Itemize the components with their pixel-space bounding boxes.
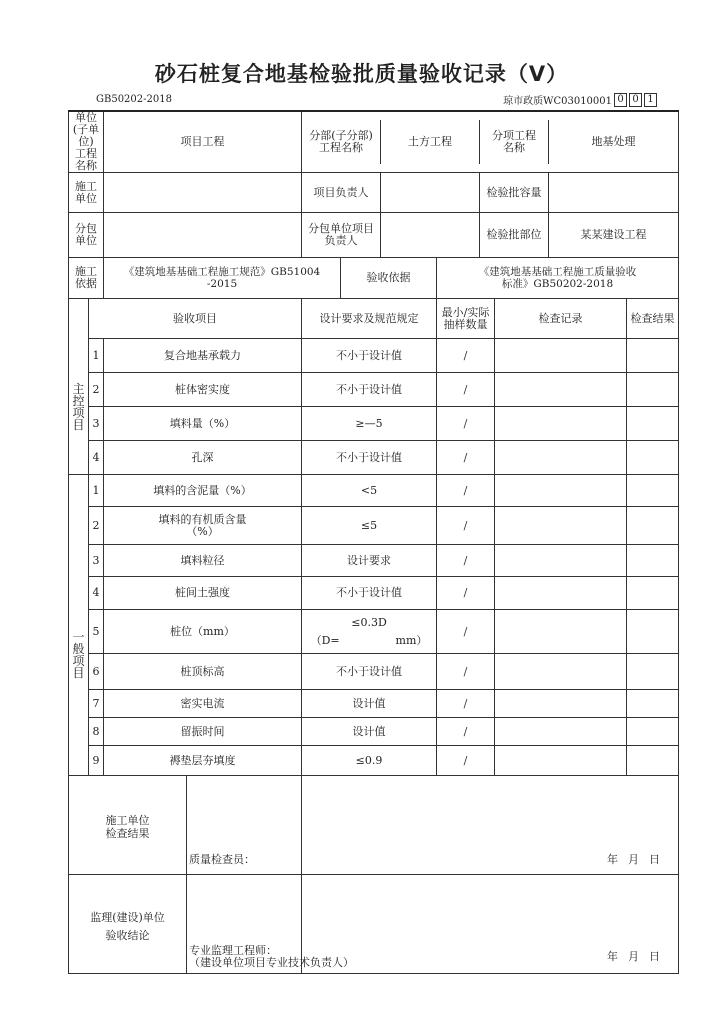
item-sample[interactable]: /	[437, 545, 495, 577]
supervisor-sign-area[interactable]	[302, 875, 679, 974]
acceptance-label: 验收依据	[366, 271, 411, 284]
item-name: 填料量（%）	[104, 407, 302, 441]
subitem-label: 分项工程 名称	[480, 120, 549, 164]
supervisor-conclusion-area[interactable]	[187, 875, 354, 973]
item-record[interactable]	[495, 507, 627, 545]
item-record[interactable]	[495, 654, 627, 690]
form-code-box: 0	[614, 93, 627, 107]
item-no: 7	[89, 690, 104, 718]
supervisor-conclusion-label: 监理(建设)单位 验收结论	[69, 875, 187, 973]
item-name: 留振时间	[104, 718, 302, 746]
item-requirement: ≥—5	[302, 407, 437, 441]
item-requirement: 不小于设计值	[302, 654, 437, 690]
form-code-box: 1	[644, 93, 657, 107]
item-requirement: ≤5	[302, 507, 437, 545]
item-no: 6	[89, 654, 104, 690]
item-no: 5	[89, 610, 104, 654]
item-requirement: 设计值	[302, 690, 437, 718]
contractor-result-sign-area[interactable]	[302, 776, 679, 875]
form-code-prefix: 琼市政质WC03010001	[503, 96, 612, 107]
item-name: 密实电流	[104, 690, 302, 718]
item-result[interactable]	[627, 441, 679, 475]
main-control-group-label: 主 控 项 目	[69, 299, 89, 475]
item-name: 桩位（mm）	[104, 610, 302, 654]
col-item-header: 验收项目	[89, 299, 302, 339]
item-requirement[interactable]: ≤0.3D （D= mm）	[302, 610, 437, 654]
item-name: 填料粒径	[104, 545, 302, 577]
subitem-value[interactable]: 地基处理	[591, 135, 636, 148]
item-no: 1	[89, 475, 104, 507]
item-no: 4	[89, 441, 104, 475]
item-sample[interactable]: /	[437, 690, 495, 718]
item-sample[interactable]: /	[437, 441, 495, 475]
item-name: 孔深	[104, 441, 302, 475]
contractor-result-label: 施工单位 检查结果	[69, 776, 187, 874]
item-no: 9	[89, 746, 104, 776]
contractor-result-area[interactable]	[187, 776, 302, 874]
item-no: 4	[89, 577, 104, 610]
item-record[interactable]	[495, 407, 627, 441]
capacity-label: 检验批容量	[480, 173, 549, 212]
item-requirement: 不小于设计值	[302, 373, 437, 407]
table-row	[69, 545, 679, 577]
contractor-date-label: 年月日	[607, 853, 670, 866]
item-record[interactable]	[495, 746, 627, 776]
item-name: 复合地基承载力	[104, 339, 302, 373]
item-result[interactable]	[627, 746, 679, 776]
division-value[interactable]: 土方工程	[381, 120, 480, 164]
acceptance-value[interactable]: 《建筑地基基础工程施工质量验收 标准》GB50202-2018	[437, 258, 679, 299]
subcontractor-value[interactable]	[104, 213, 302, 258]
item-result[interactable]	[627, 577, 679, 610]
item-requirement: 设计要求	[302, 545, 437, 577]
contractor-value[interactable]	[104, 173, 302, 213]
table-row	[69, 507, 679, 545]
item-sample[interactable]: /	[437, 577, 495, 610]
item-result[interactable]	[627, 718, 679, 746]
item-sample[interactable]: /	[437, 507, 495, 545]
table-row	[69, 577, 679, 610]
unit-name-value[interactable]: 项目工程	[104, 111, 302, 173]
table-row	[69, 746, 679, 776]
table-row	[69, 654, 679, 690]
subcontractor-label: 分包单位	[69, 213, 104, 258]
table-row	[69, 690, 679, 718]
supervisor-date-label: 年月日	[607, 950, 670, 963]
item-record[interactable]	[495, 545, 627, 577]
item-result[interactable]	[627, 545, 679, 577]
inspector-label: 质量检查员：	[189, 853, 255, 866]
item-result[interactable]	[627, 690, 679, 718]
form-code-box: 0	[629, 93, 642, 107]
item-record[interactable]	[495, 690, 627, 718]
item-name: 褥垫层夯填度	[104, 746, 302, 776]
col-result-header: 检查结果	[627, 299, 679, 339]
col-record-header: 检查记录	[495, 299, 627, 339]
item-record[interactable]	[495, 441, 627, 475]
item-requirement: 不小于设计值	[302, 441, 437, 475]
capacity-value[interactable]	[549, 173, 679, 212]
form-title: 砂石桩复合地基检验批质量验收记录（Ⅴ）	[154, 62, 569, 86]
col-sample-header: 最小/实际 抽样数量	[437, 299, 495, 339]
item-requirement: ≤0.9	[302, 746, 437, 776]
item-sample[interactable]: /	[437, 407, 495, 441]
col-requirement-header: 设计要求及规范规定	[302, 299, 437, 339]
table-row	[69, 475, 679, 507]
item-sample[interactable]: /	[437, 718, 495, 746]
location-label: 检验批部位	[480, 213, 549, 257]
item-result[interactable]	[627, 610, 679, 654]
item-requirement: 不小于设计值	[302, 339, 437, 373]
item-result[interactable]	[627, 654, 679, 690]
table-row	[69, 718, 679, 746]
item-no: 3	[89, 407, 104, 441]
item-result[interactable]	[627, 507, 679, 545]
table-row	[69, 407, 679, 441]
contractor-label: 施工单位	[69, 173, 104, 213]
item-requirement: 不小于设计值	[302, 577, 437, 610]
item-no: 2	[89, 373, 104, 407]
item-sample[interactable]: /	[437, 475, 495, 507]
basis-value[interactable]: 《建筑地基基础工程施工规范》GB51004 -2015	[104, 258, 341, 298]
inspection-form-table	[68, 110, 679, 974]
table-row	[69, 610, 679, 654]
item-requirement: <5	[302, 475, 437, 507]
item-sample[interactable]: /	[437, 746, 495, 776]
item-result[interactable]	[627, 373, 679, 407]
sub-pm-label: 分包单位项目 负责人	[302, 213, 381, 257]
item-no: 1	[89, 339, 104, 373]
item-result[interactable]	[627, 339, 679, 373]
sub-pm-value[interactable]	[381, 213, 480, 257]
item-sample[interactable]: /	[437, 610, 495, 654]
pm-value[interactable]	[381, 173, 480, 212]
item-record[interactable]	[495, 718, 627, 746]
item-sample[interactable]: /	[437, 339, 495, 373]
table-row	[69, 441, 679, 475]
item-record[interactable]	[495, 339, 627, 373]
engineer-label: 专业监理工程师： （建设单位项目专业技术负责人）	[189, 944, 354, 969]
standard-code: GB50202-2018	[96, 94, 172, 105]
pm-label: 项目负责人	[302, 173, 381, 212]
item-no: 8	[89, 718, 104, 746]
item-name: 填料的有机质含量 （%）	[104, 507, 302, 545]
form-code	[503, 92, 657, 107]
item-name: 桩体密实度	[104, 373, 302, 407]
item-result[interactable]	[627, 475, 679, 507]
item-requirement: 设计值	[302, 718, 437, 746]
basis-label: 施工依据	[69, 258, 104, 299]
item-record[interactable]	[495, 373, 627, 407]
table-row	[69, 339, 679, 373]
item-result[interactable]	[627, 407, 679, 441]
general-group-label: 一 般 项 目	[69, 475, 89, 776]
unit-name-label: 单位(子单位) 工程名称	[69, 111, 104, 173]
table-row	[69, 373, 679, 407]
item-no: 3	[89, 545, 104, 577]
item-sample[interactable]: /	[437, 373, 495, 407]
item-name: 填料的含泥量（%）	[104, 475, 302, 507]
item-record[interactable]	[495, 610, 627, 654]
item-name: 桩顶标高	[104, 654, 302, 690]
location-value[interactable]: 某某建设工程	[580, 228, 647, 241]
item-record[interactable]	[495, 577, 627, 610]
item-no: 2	[89, 507, 104, 545]
item-record[interactable]	[495, 475, 627, 507]
division-label: 分部(子分部) 工程名称	[302, 120, 381, 164]
item-sample[interactable]: /	[437, 654, 495, 690]
item-name: 桩间土强度	[104, 577, 302, 610]
